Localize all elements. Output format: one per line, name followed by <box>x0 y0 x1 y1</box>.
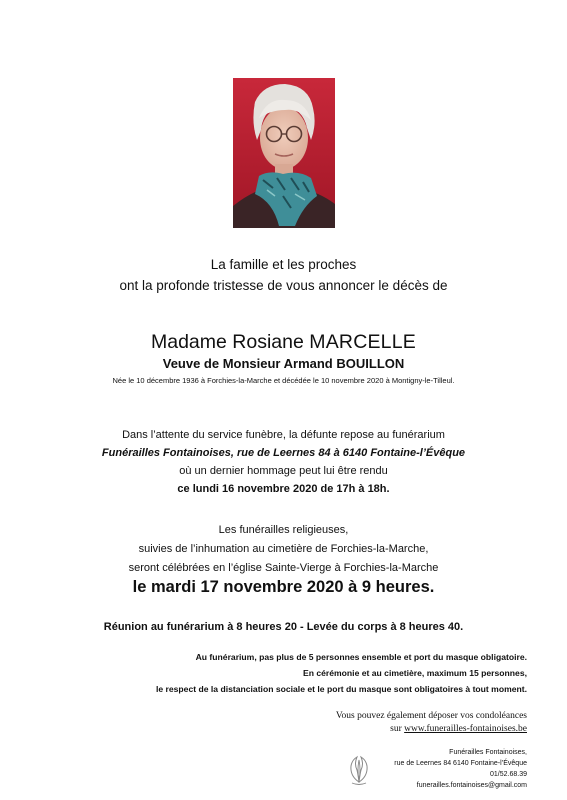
portrait-image <box>233 78 335 228</box>
intro-line-1: La famille et les proches <box>210 257 357 272</box>
funeral-date: le mardi 17 novembre 2020 à 9 heures. <box>132 578 435 596</box>
covid-rule-2: En cérémonie et au cimetière, maximum 15 personnes, <box>302 668 527 678</box>
reunion-info: Réunion au funérarium à 8 heures 20 - Levée du corps à 8 heures 40. <box>103 621 464 633</box>
footer-phone: 01/52.68.39 <box>490 771 527 778</box>
deceased-first-name: Madame Rosiane <box>151 331 304 353</box>
funeral-line-1: Les funérailles religieuses, <box>218 524 349 536</box>
birth-death-dates: Née le 10 décembre 1936 à Forchies-la-Marche et décédée le 10 novembre 2020 à Montigny-le-Tilleul. <box>112 376 455 385</box>
footer-address: rue de Leernes 84 6140 Fontaine-l’Évêque <box>394 760 527 767</box>
condolences-prefix: sur <box>390 724 402 734</box>
intro-line-2: ont la profonde tristesse de vous annoncer le décès de <box>119 278 448 293</box>
covid-rule-3: le respect de la distanciation sociale et le port du masque sont obligatoires à tout moment. <box>155 684 527 694</box>
footer-email: funerailles.fontainoises@gmail.com <box>416 782 527 789</box>
funeral-line-3: seront célébrées en l’église Sainte-Vierge à Forchies-la-Marche <box>128 562 439 574</box>
condolences-link[interactable]: www.funerailles-fontainoises.be <box>404 724 527 734</box>
condolences-line-1: Vous pouvez également déposer vos condoléances <box>335 711 527 721</box>
funeral-line-2: suivies de l’inhumation au cimetière de Forchies-la-Marche, <box>138 543 429 555</box>
deceased-last-name: MARCELLE <box>309 331 416 353</box>
covid-rule-1: Au funérarium, pas plus de 5 personnes ensemble et port du masque obligatoire. <box>195 652 527 662</box>
deceased-name <box>0 331 567 354</box>
widow-of-last-name: BOUILLON <box>336 356 405 371</box>
widow-of <box>0 356 567 371</box>
funerarium-address: Funérailles Fontainoises, rue de Leernes 84 à 6140 Fontaine-l’Évêque <box>101 447 466 459</box>
footer-company-name: Funérailles Fontainoises, <box>449 749 527 756</box>
widow-of-prefix: Veuve de Monsieur Armand <box>162 356 333 371</box>
portrait-photo <box>233 78 335 228</box>
visitation-time: ce lundi 16 novembre 2020 de 17h à 18h. <box>177 483 390 495</box>
funerarium-line-1: Dans l’attente du service funèbre, la défunte repose au funérarium <box>122 429 445 441</box>
funerarium-line-3: où un dernier hommage peut lui être rendu <box>179 465 388 477</box>
condolences-line-2 <box>227 723 527 736</box>
